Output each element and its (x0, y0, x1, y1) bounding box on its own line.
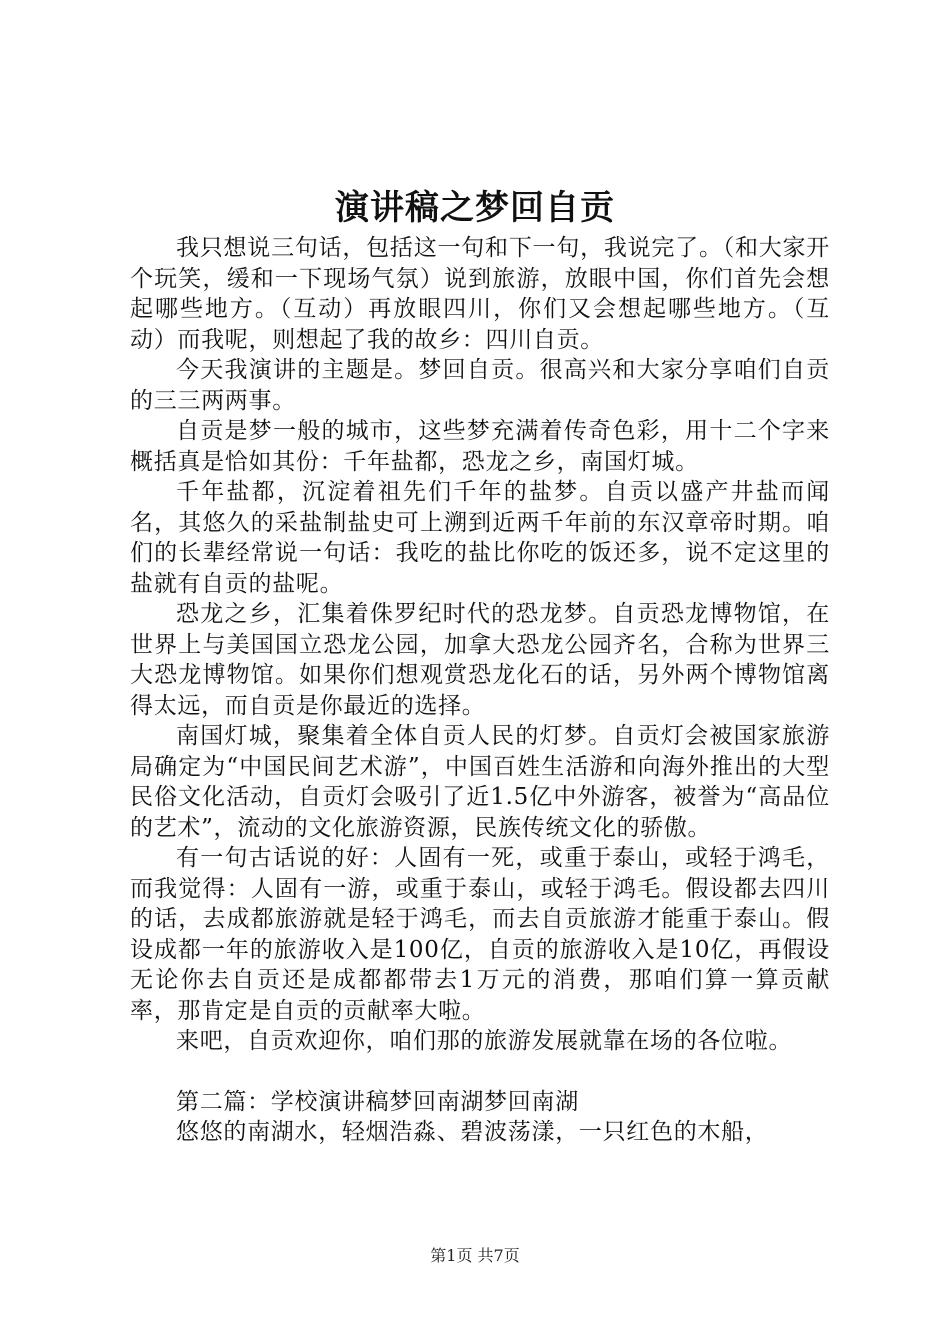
paragraph: 恐龙之乡，汇集着侏罗纪时代的恐龙梦。自贡恐龙博物馆，在世界上与美国国立恐龙公园，加拿大恐龙公园齐名，合称为世界三大恐龙博物馆。如果你们想观赏恐龙化石的话，另外两个博物馆离得太远，而自贡是你最近的选择。 (130, 601, 830, 719)
document-title: 演讲稿之梦回自贡 (335, 188, 615, 228)
paragraph: 今天我演讲的主题是。梦回自贡。很高兴和大家分享咱们自贡的三三两两事。 (130, 357, 830, 414)
paragraph: 千年盐都，沉淀着祖先们千年的盐梦。自贡以盛产井盐而闻名，其悠久的采盐制盐史可上溯到近两千年前的东汉章帝时期。咱们的长辈经常说一句话：我吃的盐比你吃的饭还多，说不定这里的盐就有自贡的盐呢。 (130, 479, 830, 597)
paragraph: 来吧，自贡欢迎你，咱们那的旅游发展就靠在场的各位啦。 (176, 1028, 793, 1054)
paragraph: 悠悠的南湖水，轻烟浩淼、碧波荡漾，一只红色的木船， (176, 1119, 769, 1145)
page-footer: 第1页 共7页 (430, 1246, 520, 1265)
paragraph: 自贡是梦一般的城市，这些梦充满着传奇色彩，用十二个字来概括真是恰如其份：千年盐都，恐龙之乡，南国灯城。 (130, 418, 830, 475)
section-heading: 第二篇：学校演讲稿梦回南湖梦回南湖 (176, 1088, 579, 1115)
paragraph: 南国灯城，聚集着全体自贡人民的灯梦。自贡灯会被国家旅游局确定为“中国民间艺术游”，中国百姓生活游和向海外推出的大型民俗文化活动，自贡灯会吸引了近1.5亿中外游客，被誉为“高品位的艺术”，流动的文化旅游资源，民族传统文化的骄傲。 (130, 723, 830, 841)
paragraph: 我只想说三句话，包括这一句和下一句，我说完了。（和大家开个玩笑，缓和一下现场气氛）说到旅游，放眼中国，你们首先会想起哪些地方。（互动）再放眼四川，你们又会想起哪些地方。（互动）而我呢，则想起了我的故乡：四川自贡。 (130, 235, 830, 353)
document-body (130, 233, 830, 1148)
paragraph: 有一句古话说的好：人固有一死，或重于泰山，或轻于鸿毛，而我觉得：人固有一游，或重于泰山，或轻于鸿毛。假设都去四川的话，去成都旅游就是轻于鸿毛，而去自贡旅游才能重于泰山。假设成都一年的旅游收入是100亿，自贡的旅游收入是10亿，再假设无论你去自贡还是成都都带去1万元的消费，那咱们算一算贡献率，那肯定是自贡的贡献率大啦。 (130, 845, 830, 1024)
